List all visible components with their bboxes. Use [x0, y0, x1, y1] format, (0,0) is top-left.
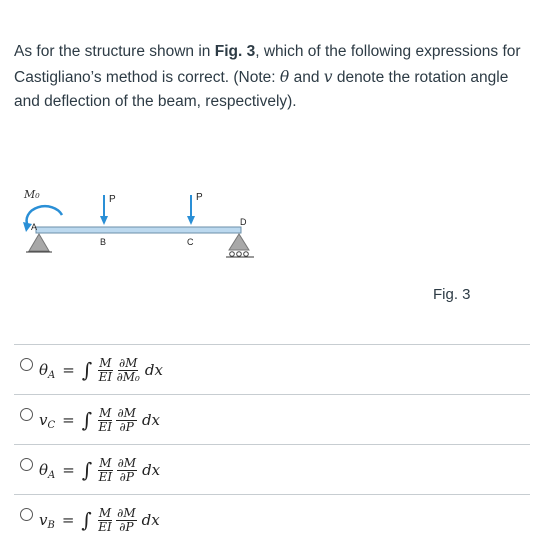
roller-support: [229, 234, 249, 250]
fraction-partial: [117, 357, 140, 384]
formula-equals: =: [62, 411, 75, 429]
option-4[interactable]: [14, 495, 530, 544]
beam: [36, 227, 241, 233]
point-a-label: A: [31, 222, 38, 232]
numerator: M: [99, 405, 112, 420]
numerator: M: [98, 505, 112, 520]
option-formula: [39, 401, 160, 439]
moment-label: M₀: [24, 188, 40, 201]
formula-variable: θ: [39, 361, 49, 379]
integral-sign: ∫: [81, 508, 92, 532]
question-part: and: [289, 68, 324, 86]
denominator: ∂P: [119, 519, 134, 534]
integral-sign: ∫: [81, 458, 93, 482]
formula-variable: θ: [39, 461, 49, 479]
question-text: [14, 40, 529, 115]
roller-wheel: [237, 252, 242, 257]
theta-symbol: θ: [279, 67, 290, 86]
fraction-partial: [116, 507, 137, 534]
option-1[interactable]: [14, 344, 530, 395]
numerator: ∂M: [117, 505, 136, 520]
load-arrowhead-c: [187, 216, 195, 225]
fraction-m-ei: [98, 457, 112, 484]
denominator: ∂M₀: [116, 369, 140, 384]
radio-button[interactable]: [20, 408, 33, 421]
denominator: EI: [98, 519, 112, 534]
denominator: EI: [98, 469, 113, 484]
option-2[interactable]: [14, 395, 530, 445]
option-3[interactable]: [14, 445, 530, 495]
question-part: As for the structure shown in: [14, 43, 215, 60]
formula-variable: v: [39, 511, 48, 529]
integral-sign: ∫: [81, 408, 93, 432]
fraction-partial: [116, 407, 137, 434]
formula-equals: =: [61, 511, 75, 529]
formula-equals: =: [62, 461, 75, 479]
question-part: , which of the following expressions for Castigliano’s method is correct. (Note:: [14, 43, 521, 86]
denominator: ∂P: [119, 469, 134, 484]
option-formula: [39, 351, 163, 389]
numerator: M: [99, 455, 112, 470]
radio-button[interactable]: [20, 458, 33, 471]
answer-options: [14, 344, 530, 544]
question-part: denote the rotation angle and deflection of the beam, respectively).: [14, 68, 509, 110]
formula-equals: =: [62, 361, 75, 379]
numerator: ∂M: [118, 355, 138, 370]
radio-button[interactable]: [20, 508, 33, 521]
fraction-m-ei: [98, 407, 112, 434]
option-formula: [39, 501, 160, 539]
option-formula: [39, 451, 160, 489]
point-d-label: D: [240, 217, 247, 227]
numerator: M: [99, 355, 112, 370]
numerator: ∂M: [117, 455, 137, 470]
formula-subscript: A: [48, 369, 56, 381]
formula-dx: dx: [141, 411, 160, 429]
denominator: EI: [98, 419, 113, 434]
roller-wheel: [244, 252, 249, 257]
load-label-c: P: [196, 192, 203, 203]
denominator: ∂P: [119, 419, 134, 434]
load-arrowhead-b: [100, 216, 108, 225]
integral-sign: ∫: [81, 358, 93, 382]
denominator: EI: [98, 369, 113, 384]
fraction-m-ei: [98, 357, 112, 384]
fraction-m-ei: [98, 507, 112, 534]
formula-variable: v: [39, 411, 48, 429]
roller-wheel: [230, 252, 235, 257]
formula-subscript: B: [47, 519, 55, 531]
figure-reference: Fig. 3: [214, 43, 256, 60]
radio-button[interactable]: [20, 358, 33, 371]
formula-dx: dx: [141, 511, 160, 529]
pin-support: [29, 234, 49, 251]
formula-dx: dx: [142, 461, 161, 479]
point-b-label: B: [100, 237, 107, 247]
load-label-b: P: [109, 194, 116, 205]
fraction-partial: [117, 457, 138, 484]
formula-dx: dx: [144, 361, 163, 379]
point-c-label: C: [187, 237, 194, 247]
figure-caption: Fig. 3: [433, 286, 471, 303]
formula-subscript: C: [47, 419, 56, 431]
beam-figure: [14, 178, 264, 268]
numerator: ∂M: [117, 405, 136, 420]
v-symbol: v: [323, 67, 333, 86]
formula-subscript: A: [48, 469, 56, 481]
